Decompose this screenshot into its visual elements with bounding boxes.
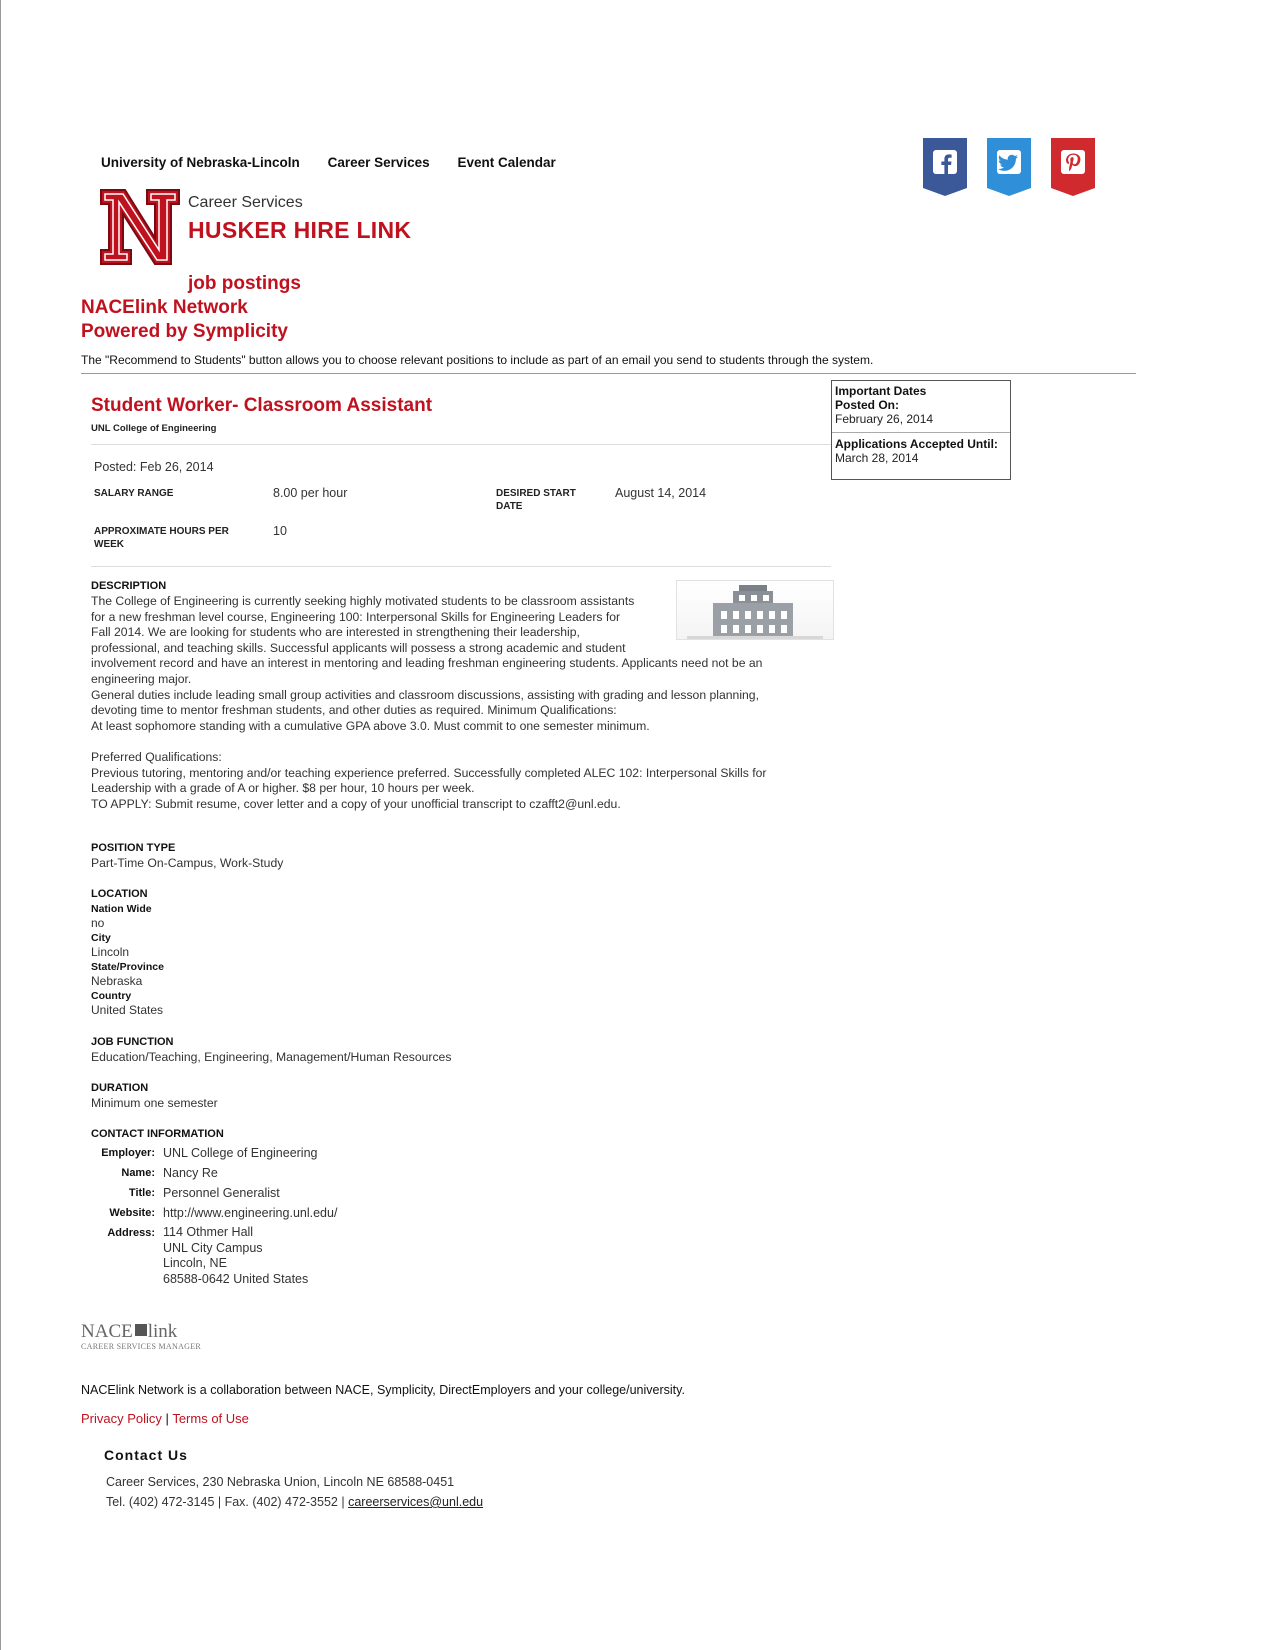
nacelink-logo-wordmark	[81, 1322, 201, 1342]
unl-n-logo[interactable]	[99, 186, 181, 273]
important-dates-box	[831, 380, 1011, 480]
location-details	[91, 902, 164, 1018]
nacelink-logo-sub: CAREER SERVICES MANAGER	[81, 1342, 202, 1351]
policy-links	[81, 1411, 249, 1426]
address-label: Address:	[107, 1227, 155, 1239]
website-link[interactable]: http://www.engineering.unl.edu/	[163, 1206, 338, 1220]
contact-table	[91, 1143, 337, 1287]
duration-heading: DURATION	[91, 1082, 149, 1094]
contact-heading: CONTACT INFORMATION	[91, 1128, 224, 1140]
important-dates-heading: Important Dates	[835, 384, 927, 398]
description-line: Fall 2014. We are looking for students who are interested in strengthening their leadership,	[91, 625, 580, 640]
contact-row-employer	[91, 1143, 337, 1163]
address-line: UNL City Campus	[163, 1240, 263, 1255]
job-postings-heading: job postings	[188, 273, 301, 294]
footer-phone-line	[106, 1492, 483, 1512]
recommend-note: The "Recommend to Students" button allows you to choose relevant positions to include as part of an email you send to students through the system.	[81, 353, 874, 367]
terms-of-use-link[interactable]: Terms of Use	[172, 1411, 249, 1426]
nacelink-brand	[81, 296, 288, 344]
divider	[81, 373, 1136, 374]
contact-row-name	[91, 1163, 337, 1183]
state-label: State/Province	[91, 961, 164, 973]
pinterest-icon[interactable]	[1049, 136, 1097, 196]
hours-label-line1: APPROXIMATE HOURS PER	[94, 526, 229, 537]
salary-value: 8.00 per hour	[273, 486, 348, 500]
nation-wide-value: no	[91, 916, 105, 930]
top-nav	[101, 155, 580, 170]
hours-value: 10	[273, 524, 287, 538]
address-line: Lincoln, NE	[163, 1256, 227, 1270]
description-line: Previous tutoring, mentoring and/or teaching experience preferred. Successfully completed ALEC 102: Interpersonal Skills for	[91, 765, 767, 780]
duration-value: Minimum one semester	[91, 1096, 218, 1110]
start-date-label	[496, 487, 576, 513]
state-value: Nebraska	[91, 974, 143, 988]
address-line: 114 Othmer Hall	[163, 1225, 254, 1239]
job-function-heading: JOB FUNCTION	[91, 1036, 174, 1048]
nav-event-calendar[interactable]: Event Calendar	[457, 155, 556, 170]
website-label: Website:	[109, 1207, 155, 1219]
city-value: Lincoln	[91, 945, 130, 959]
twitter-icon[interactable]	[985, 136, 1033, 196]
divider	[91, 444, 831, 445]
divider	[832, 432, 1010, 433]
link-separator: |	[165, 1411, 169, 1426]
nation-wide-label: Nation Wide	[91, 903, 152, 915]
privacy-policy-link[interactable]: Privacy Policy	[81, 1411, 162, 1426]
divider	[91, 566, 831, 567]
employer-label: Employer:	[101, 1147, 155, 1159]
description-line: engineering major.	[91, 671, 192, 686]
employer-value: UNL College of Engineering	[163, 1146, 318, 1160]
address-value	[163, 1223, 308, 1287]
description-line: Leadership with a grade of A or higher. $8 per hour, 10 hours per week.	[91, 781, 475, 796]
description-line: professional, and teaching skills. Successful applicants will possess a strong academic and student	[91, 640, 626, 655]
description-line: for a new freshman level course, Engineering 100: Interpersonal Skills for Engineering Leaders for	[91, 609, 621, 624]
hours-label-line2: WEEK	[94, 539, 124, 550]
posted-on-value: February 26, 2014	[835, 412, 934, 426]
job-title: Student Worker- Classroom Assistant	[91, 395, 433, 416]
description-line: At least sophomore standing with a cumulative GPA above 3.0. Must commit to one semester minimum.	[91, 718, 650, 733]
title-value: Personnel Generalist	[163, 1186, 280, 1200]
husker-hire-link-title: HUSKER HIRE LINK	[188, 217, 412, 243]
contact-row-title	[91, 1183, 337, 1203]
start-date-value: August 14, 2014	[615, 486, 707, 500]
footer-phone: Tel. (402) 472-3145 | Fax. (402) 472-3552 |	[106, 1495, 345, 1509]
description-body	[91, 594, 811, 812]
posted-on-label: Posted On:	[835, 398, 900, 412]
accepted-until-value: March 28, 2014	[835, 451, 919, 465]
country-label: Country	[91, 990, 132, 1002]
name-label: Name:	[121, 1167, 155, 1179]
country-value: United States	[91, 1003, 164, 1017]
nacelink-network-text: NACElink Network	[81, 297, 248, 318]
career-services-subtitle: Career Services	[188, 194, 303, 211]
posted-date: Posted: Feb 26, 2014	[94, 460, 214, 474]
city-label: City	[91, 932, 111, 944]
position-type-heading: POSITION TYPE	[91, 842, 176, 854]
location-heading: LOCATION	[91, 888, 148, 900]
start-date-label-line2: DATE	[496, 501, 523, 512]
description-heading: DESCRIPTION	[91, 580, 167, 592]
nace-logo-text: NACE	[81, 1321, 133, 1342]
description-spacer	[91, 734, 811, 750]
title-label: Title:	[128, 1187, 155, 1199]
footer-email-link[interactable]: careerservices@unl.edu	[348, 1495, 484, 1509]
nacelink-logo-mark	[135, 1324, 147, 1336]
nace-logo-link-text: link	[147, 1321, 178, 1342]
description-line: The College of Engineering is currently seeking highly motivated students to be classroom assistants	[91, 594, 635, 608]
description-line: involvement record and have an interest in mentoring and leading freshman engineering students. Applicants need not be an	[91, 656, 763, 671]
facebook-icon[interactable]	[921, 136, 969, 196]
description-line: Preferred Qualifications:	[91, 749, 222, 764]
nav-unl[interactable]: University of Nebraska-Lincoln	[101, 155, 300, 170]
footer-address	[106, 1472, 483, 1512]
start-date-label-line1: DESIRED START	[496, 488, 576, 499]
nacelink-logo	[81, 1322, 201, 1351]
description-line: devoting time to mentor freshman students, and other duties as required. Minimum Qualifications:	[91, 703, 617, 718]
salary-label: SALARY RANGE	[94, 488, 174, 499]
description-line: General duties include leading small group activities and classroom discussions, assisting with grading and lesson planning,	[91, 687, 759, 702]
accepted-until-label: Applications Accepted Until:	[835, 437, 998, 451]
contact-row-address	[91, 1223, 337, 1287]
name-value: Nancy Re	[163, 1166, 218, 1180]
footer-address-line: Career Services, 230 Nebraska Union, Lincoln NE 68588-0451	[106, 1475, 455, 1489]
collaboration-note: NACElink Network is a collaboration between NACE, Symplicity, DirectEmployers and your college/university.	[81, 1383, 685, 1397]
position-type-value: Part-Time On-Campus, Work-Study	[91, 856, 284, 870]
description-line: TO APPLY: Submit resume, cover letter and a copy of your unofficial transcript to czafft2@unl.edu.	[91, 796, 621, 811]
job-function-value: Education/Teaching, Engineering, Management/Human Resources	[91, 1050, 452, 1064]
address-line: 68588-0642 United States	[163, 1271, 309, 1286]
contact-row-website	[91, 1203, 337, 1223]
nav-career-services[interactable]: Career Services	[327, 155, 430, 170]
powered-by-text: Powered by Symplicity	[81, 321, 288, 342]
hours-label	[94, 525, 229, 551]
contact-us-heading: Contact Us	[104, 1447, 188, 1463]
job-employer: UNL College of Engineering	[91, 423, 217, 434]
